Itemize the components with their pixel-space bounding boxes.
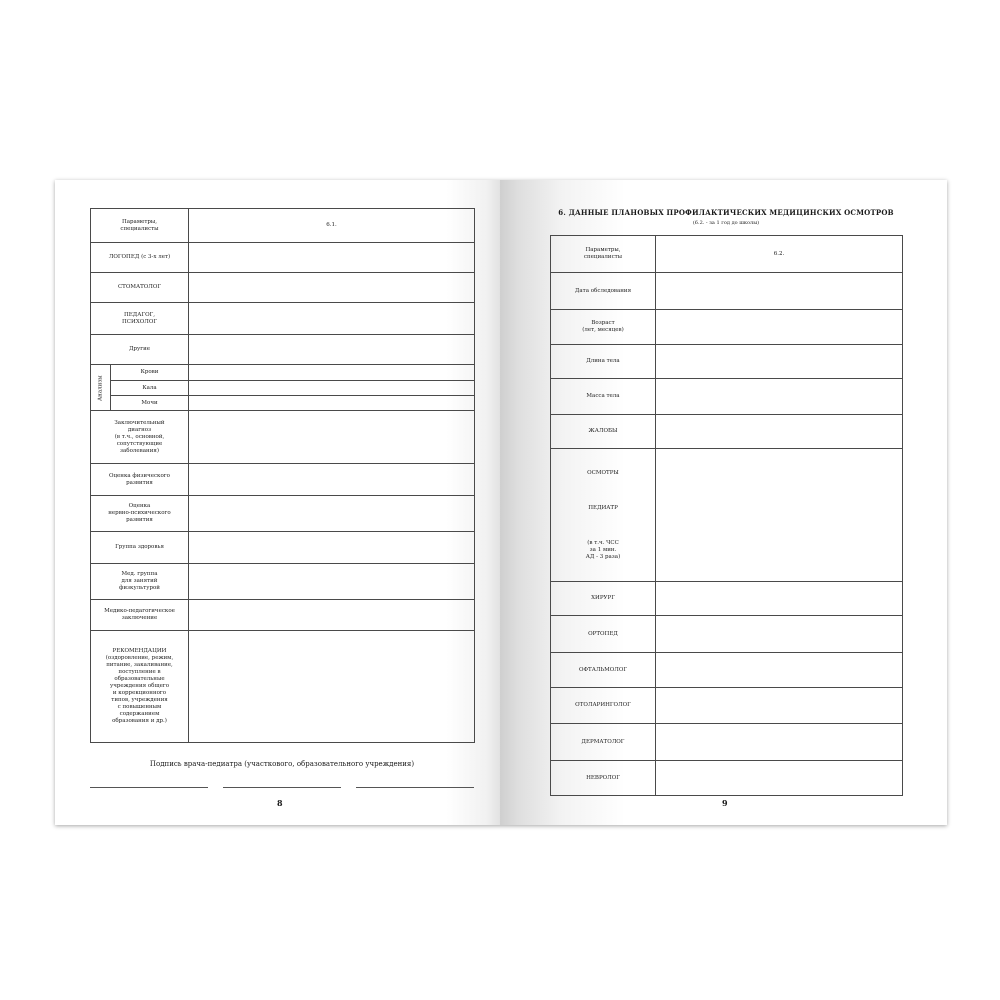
value-cell[interactable] [189, 335, 475, 365]
table-row [551, 310, 903, 345]
value-cell[interactable] [189, 532, 475, 564]
row-label: ПЕДАГОГ, ПСИХОЛОГ [91, 303, 189, 335]
doctor-signature-label: Подпись врача-педиатра (участкового, образовательного учреждения) [149, 760, 415, 768]
table-row [551, 415, 903, 449]
row-label: ЖАЛОБЫ [551, 415, 656, 449]
row-label: Возраст (лет, месяцев) [551, 310, 656, 345]
row-label: Масса тела [551, 379, 656, 415]
analyses-group-label: Анализы [91, 365, 111, 411]
row-label: ОТОЛАРИНГОЛОГ [551, 688, 656, 724]
table-row [91, 209, 475, 243]
signature-line[interactable] [223, 787, 341, 788]
row-label: Параметры, специалисты [551, 236, 656, 273]
right-page [500, 180, 947, 825]
row-label: РЕКОМЕНДАЦИИ (оздоровление, режим, питание, закаливание, поступление в образовательные учреждения общего и коррекционного типов, учреждения с повышенным содержанием образования и др.) [91, 631, 189, 743]
value-cell[interactable] [189, 411, 475, 464]
row-label: Заключительный диагноз (в т.ч., основной, сопутствующие заболевания) [91, 411, 189, 464]
table-row [551, 653, 903, 688]
section-subtitle: (6.2. - за 1 год до школы) [692, 220, 760, 226]
table-row [91, 381, 475, 396]
table-row [91, 532, 475, 564]
table-row [91, 365, 475, 381]
left-exam-table [90, 208, 475, 743]
right-exam-table [550, 235, 903, 796]
value-cell[interactable] [189, 381, 475, 396]
row-label: ЛОГОПЕД (с 3-х лет) [91, 243, 189, 273]
analysis-label: Кала [111, 381, 189, 396]
value-cell[interactable] [656, 688, 903, 724]
page-number: 9 [722, 798, 728, 808]
value-cell[interactable] [189, 303, 475, 335]
row-label: ХИРУРГ [551, 582, 656, 616]
value-cell[interactable] [656, 653, 903, 688]
row-label: Медико-педагогическое заключение [91, 600, 189, 631]
value-cell[interactable] [189, 600, 475, 631]
table-row [551, 688, 903, 724]
row-label: СТОМАТОЛОГ [91, 273, 189, 303]
table-row [551, 582, 903, 616]
analysis-label: Крови [111, 365, 189, 381]
table-row [551, 236, 903, 273]
table-row [551, 761, 903, 796]
value-cell[interactable] [656, 582, 903, 616]
value-cell[interactable] [189, 243, 475, 273]
table-row [91, 303, 475, 335]
table-row [91, 411, 475, 464]
page-number: 8 [277, 798, 283, 808]
table-row [91, 600, 475, 631]
table-row [91, 564, 475, 600]
signature-line[interactable] [356, 787, 474, 788]
row-label: ОСМОТРЫ ПЕДИАТР (в т.ч. ЧСС за 1 мин. АД - 3 раза) [551, 449, 656, 582]
value-cell[interactable] [656, 379, 903, 415]
row-label: Другие [91, 335, 189, 365]
value-cell[interactable] [189, 496, 475, 532]
row-label: ОРТОПЕД [551, 616, 656, 653]
table-row [551, 379, 903, 415]
value-cell[interactable] [656, 724, 903, 761]
table-row [91, 273, 475, 303]
value-cell[interactable] [189, 396, 475, 411]
value-cell[interactable] [656, 310, 903, 345]
section-title: 6. ДАННЫЕ ПЛАНОВЫХ ПРОФИЛАКТИЧЕСКИХ МЕДИЦИНСКИХ ОСМОТРОВ [558, 208, 894, 217]
row-label: ДЕРМАТОЛОГ [551, 724, 656, 761]
table-row [91, 396, 475, 411]
row-label: Оценка нервно-психического развития [91, 496, 189, 532]
row-label: ОФТАЛЬМОЛОГ [551, 653, 656, 688]
row-label: Мед. группа для занятий физкультурой [91, 564, 189, 600]
value-cell[interactable] [656, 345, 903, 379]
value-cell[interactable] [656, 616, 903, 653]
value-cell[interactable] [189, 464, 475, 496]
column-header-value: 6.1. [189, 209, 475, 243]
value-cell[interactable] [189, 564, 475, 600]
value-cell[interactable] [656, 761, 903, 796]
value-cell[interactable] [656, 415, 903, 449]
row-label: Группа здоровья [91, 532, 189, 564]
value-cell[interactable] [656, 449, 903, 582]
row-label: Длина тела [551, 345, 656, 379]
table-row [551, 449, 903, 582]
row-label: Параметры, специалисты [91, 209, 189, 243]
value-cell[interactable] [656, 273, 903, 310]
row-label: НЕВРОЛОГ [551, 761, 656, 796]
analysis-label: Мочи [111, 396, 189, 411]
table-row [91, 464, 475, 496]
row-label: Дата обследования [551, 273, 656, 310]
value-cell[interactable] [189, 365, 475, 381]
signature-line[interactable] [90, 787, 208, 788]
table-row [91, 496, 475, 532]
table-row [551, 345, 903, 379]
booklet-spread [55, 180, 947, 825]
table-row [551, 273, 903, 310]
table-row [91, 243, 475, 273]
table-row [91, 631, 475, 743]
table-row [551, 724, 903, 761]
value-cell[interactable] [189, 273, 475, 303]
value-cell[interactable] [189, 631, 475, 743]
column-header-value: 6.2. [656, 236, 903, 273]
left-page [55, 180, 500, 825]
table-row [551, 616, 903, 653]
table-row [91, 335, 475, 365]
row-label: Оценка физического развития [91, 464, 189, 496]
